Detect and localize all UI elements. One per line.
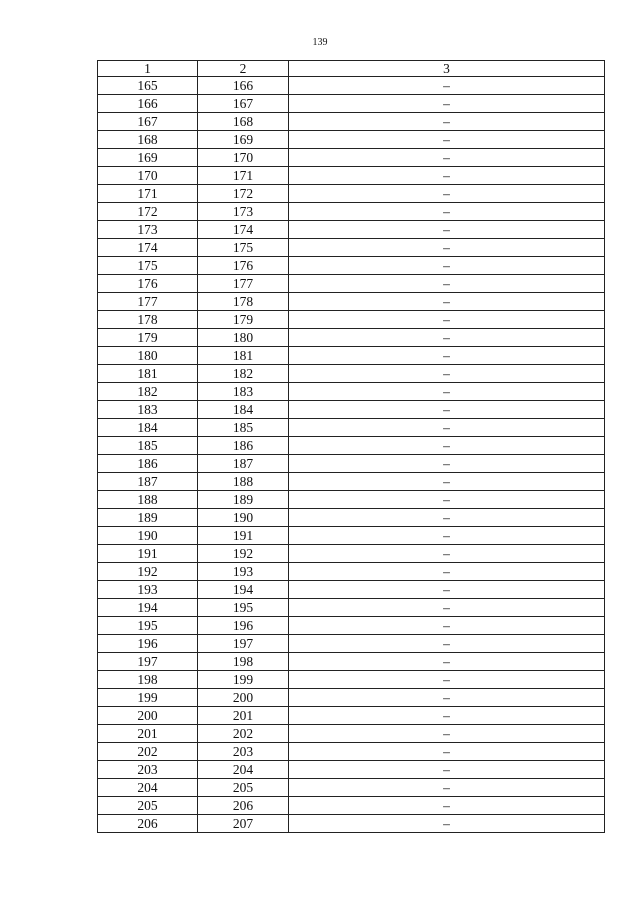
table-cell-col-2: 189 — [198, 491, 289, 509]
table-cell-col-3: – — [289, 743, 605, 761]
table-cell-col-2: 201 — [198, 707, 289, 725]
table-cell-col-3: – — [289, 437, 605, 455]
table-cell-col-3: – — [289, 329, 605, 347]
table-cell-col-3: – — [289, 635, 605, 653]
table-cell-col-1: 192 — [98, 563, 198, 581]
table-cell-col-2: 166 — [198, 77, 289, 95]
table-row — [98, 275, 605, 293]
table-cell-col-1: 169 — [98, 149, 198, 167]
table-cell-col-3: – — [289, 545, 605, 563]
column-header-2: 2 — [198, 61, 289, 77]
table-cell-col-1: 190 — [98, 527, 198, 545]
page-number: 139 — [312, 37, 328, 48]
table-cell-col-3: – — [289, 473, 605, 491]
table-cell-col-1: 182 — [98, 383, 198, 401]
table-cell-col-3: – — [289, 563, 605, 581]
table-cell-col-3: – — [289, 401, 605, 419]
table-cell-col-1: 189 — [98, 509, 198, 527]
table-row — [98, 725, 605, 743]
table-cell-col-3: – — [289, 797, 605, 815]
table-row — [98, 149, 605, 167]
table-cell-col-1: 199 — [98, 689, 198, 707]
table-cell-col-2: 177 — [198, 275, 289, 293]
table-cell-col-2: 180 — [198, 329, 289, 347]
table-row — [98, 455, 605, 473]
table-cell-col-1: 172 — [98, 203, 198, 221]
table-cell-col-2: 167 — [198, 95, 289, 113]
table-cell-col-2: 193 — [198, 563, 289, 581]
table-row — [98, 77, 605, 95]
table-cell-col-1: 200 — [98, 707, 198, 725]
table-cell-col-1: 183 — [98, 401, 198, 419]
table-cell-col-1: 180 — [98, 347, 198, 365]
table-cell-col-2: 175 — [198, 239, 289, 257]
table-cell-col-2: 203 — [198, 743, 289, 761]
table-row — [98, 131, 605, 149]
table-cell-col-2: 174 — [198, 221, 289, 239]
table-row — [98, 635, 605, 653]
table-cell-col-2: 204 — [198, 761, 289, 779]
table-cell-col-2: 176 — [198, 257, 289, 275]
table-cell-col-1: 197 — [98, 653, 198, 671]
table-cell-col-3: – — [289, 185, 605, 203]
table-cell-col-2: 194 — [198, 581, 289, 599]
column-header-1: 1 — [98, 61, 198, 77]
table-row — [98, 113, 605, 131]
table-row — [98, 419, 605, 437]
table-cell-col-1: 168 — [98, 131, 198, 149]
table-row — [98, 797, 605, 815]
table-row — [98, 293, 605, 311]
table-cell-col-3: – — [289, 149, 605, 167]
table-cell-col-3: – — [289, 527, 605, 545]
table-cell-col-1: 186 — [98, 455, 198, 473]
table-cell-col-1: 174 — [98, 239, 198, 257]
table-cell-col-3: – — [289, 455, 605, 473]
table-row — [98, 347, 605, 365]
table-cell-col-1: 175 — [98, 257, 198, 275]
table-cell-col-3: – — [289, 113, 605, 131]
table-cell-col-3: – — [289, 95, 605, 113]
table-cell-col-2: 187 — [198, 455, 289, 473]
table-row — [98, 473, 605, 491]
table-cell-col-2: 171 — [198, 167, 289, 185]
table-cell-col-2: 170 — [198, 149, 289, 167]
table-cell-col-3: – — [289, 653, 605, 671]
table-row — [98, 329, 605, 347]
table-cell-col-3: – — [289, 491, 605, 509]
table-row — [98, 257, 605, 275]
table-cell-col-2: 200 — [198, 689, 289, 707]
table-row — [98, 383, 605, 401]
table-cell-col-1: 194 — [98, 599, 198, 617]
table-cell-col-1: 176 — [98, 275, 198, 293]
table-row — [98, 563, 605, 581]
table-cell-col-3: – — [289, 347, 605, 365]
table-cell-col-2: 196 — [198, 617, 289, 635]
table-header — [98, 61, 605, 77]
table-cell-col-3: – — [289, 761, 605, 779]
header-row — [98, 61, 605, 77]
table-row — [98, 203, 605, 221]
table-cell-col-1: 170 — [98, 167, 198, 185]
table-row — [98, 617, 605, 635]
table-cell-col-2: 186 — [198, 437, 289, 455]
table-cell-col-3: – — [289, 689, 605, 707]
table-cell-col-1: 177 — [98, 293, 198, 311]
table-cell-col-1: 204 — [98, 779, 198, 797]
table-row — [98, 509, 605, 527]
table-cell-col-2: 190 — [198, 509, 289, 527]
table-cell-col-2: 182 — [198, 365, 289, 383]
table-cell-col-2: 195 — [198, 599, 289, 617]
table-cell-col-1: 202 — [98, 743, 198, 761]
table-row — [98, 671, 605, 689]
table-cell-col-3: – — [289, 383, 605, 401]
table-row — [98, 167, 605, 185]
table-cell-col-2: 179 — [198, 311, 289, 329]
table-cell-col-1: 195 — [98, 617, 198, 635]
table-cell-col-1: 185 — [98, 437, 198, 455]
table-row — [98, 545, 605, 563]
table-cell-col-2: 172 — [198, 185, 289, 203]
table-cell-col-1: 205 — [98, 797, 198, 815]
table-row — [98, 437, 605, 455]
table-cell-col-3: – — [289, 599, 605, 617]
table-row — [98, 707, 605, 725]
table-cell-col-3: – — [289, 725, 605, 743]
table-cell-col-1: 201 — [98, 725, 198, 743]
table-cell-col-2: 173 — [198, 203, 289, 221]
table-row — [98, 185, 605, 203]
table-cell-col-2: 178 — [198, 293, 289, 311]
table-cell-col-3: – — [289, 707, 605, 725]
table-cell-col-1: 181 — [98, 365, 198, 383]
table-row — [98, 599, 605, 617]
table-cell-col-2: 197 — [198, 635, 289, 653]
table-cell-col-2: 169 — [198, 131, 289, 149]
column-header-3: 3 — [289, 61, 605, 77]
table-cell-col-2: 188 — [198, 473, 289, 491]
table-cell-col-3: – — [289, 131, 605, 149]
table-cell-col-3: – — [289, 779, 605, 797]
table-cell-col-1: 171 — [98, 185, 198, 203]
table-cell-col-1: 178 — [98, 311, 198, 329]
table-cell-col-2: 181 — [198, 347, 289, 365]
table-cell-col-1: 167 — [98, 113, 198, 131]
table-cell-col-3: – — [289, 419, 605, 437]
table-row — [98, 365, 605, 383]
table-row — [98, 401, 605, 419]
table-cell-col-2: 198 — [198, 653, 289, 671]
table-cell-col-3: – — [289, 167, 605, 185]
table-row — [98, 581, 605, 599]
data-table — [97, 60, 605, 833]
table-cell-col-3: – — [289, 275, 605, 293]
table-row — [98, 221, 605, 239]
table-row — [98, 743, 605, 761]
table-cell-col-3: – — [289, 221, 605, 239]
table-cell-col-1: 193 — [98, 581, 198, 599]
table-cell-col-1: 173 — [98, 221, 198, 239]
table-cell-col-3: – — [289, 239, 605, 257]
table-cell-col-1: 188 — [98, 491, 198, 509]
table-cell-col-2: 206 — [198, 797, 289, 815]
table-cell-col-3: – — [289, 311, 605, 329]
table-cell-col-1: 196 — [98, 635, 198, 653]
table-row — [98, 239, 605, 257]
table-cell-col-3: – — [289, 617, 605, 635]
table-cell-col-2: 185 — [198, 419, 289, 437]
table-row — [98, 779, 605, 797]
table-row — [98, 815, 605, 833]
table-row — [98, 527, 605, 545]
table-row — [98, 491, 605, 509]
table-cell-col-1: 191 — [98, 545, 198, 563]
table-cell-col-3: – — [289, 671, 605, 689]
table-cell-col-3: – — [289, 509, 605, 527]
table-cell-col-2: 183 — [198, 383, 289, 401]
table-cell-col-2: 202 — [198, 725, 289, 743]
table-cell-col-3: – — [289, 293, 605, 311]
table-cell-col-3: – — [289, 581, 605, 599]
table-body — [98, 77, 605, 833]
table-cell-col-3: – — [289, 203, 605, 221]
table-cell-col-1: 184 — [98, 419, 198, 437]
table-row — [98, 95, 605, 113]
table-cell-col-1: 166 — [98, 95, 198, 113]
table-cell-col-2: 168 — [198, 113, 289, 131]
table-cell-col-1: 203 — [98, 761, 198, 779]
table-cell-col-3: – — [289, 77, 605, 95]
table-cell-col-2: 205 — [198, 779, 289, 797]
table-cell-col-2: 192 — [198, 545, 289, 563]
table-row — [98, 653, 605, 671]
table-cell-col-3: – — [289, 257, 605, 275]
table-cell-col-1: 206 — [98, 815, 198, 833]
table-cell-col-2: 199 — [198, 671, 289, 689]
table-cell-col-2: 184 — [198, 401, 289, 419]
table-cell-col-1: 165 — [98, 77, 198, 95]
table-cell-col-2: 207 — [198, 815, 289, 833]
table-cell-col-1: 179 — [98, 329, 198, 347]
table-cell-col-1: 187 — [98, 473, 198, 491]
table-cell-col-1: 198 — [98, 671, 198, 689]
table-row — [98, 761, 605, 779]
table-cell-col-3: – — [289, 815, 605, 833]
table-cell-col-2: 191 — [198, 527, 289, 545]
table-cell-col-3: – — [289, 365, 605, 383]
table-row — [98, 689, 605, 707]
table-row — [98, 311, 605, 329]
